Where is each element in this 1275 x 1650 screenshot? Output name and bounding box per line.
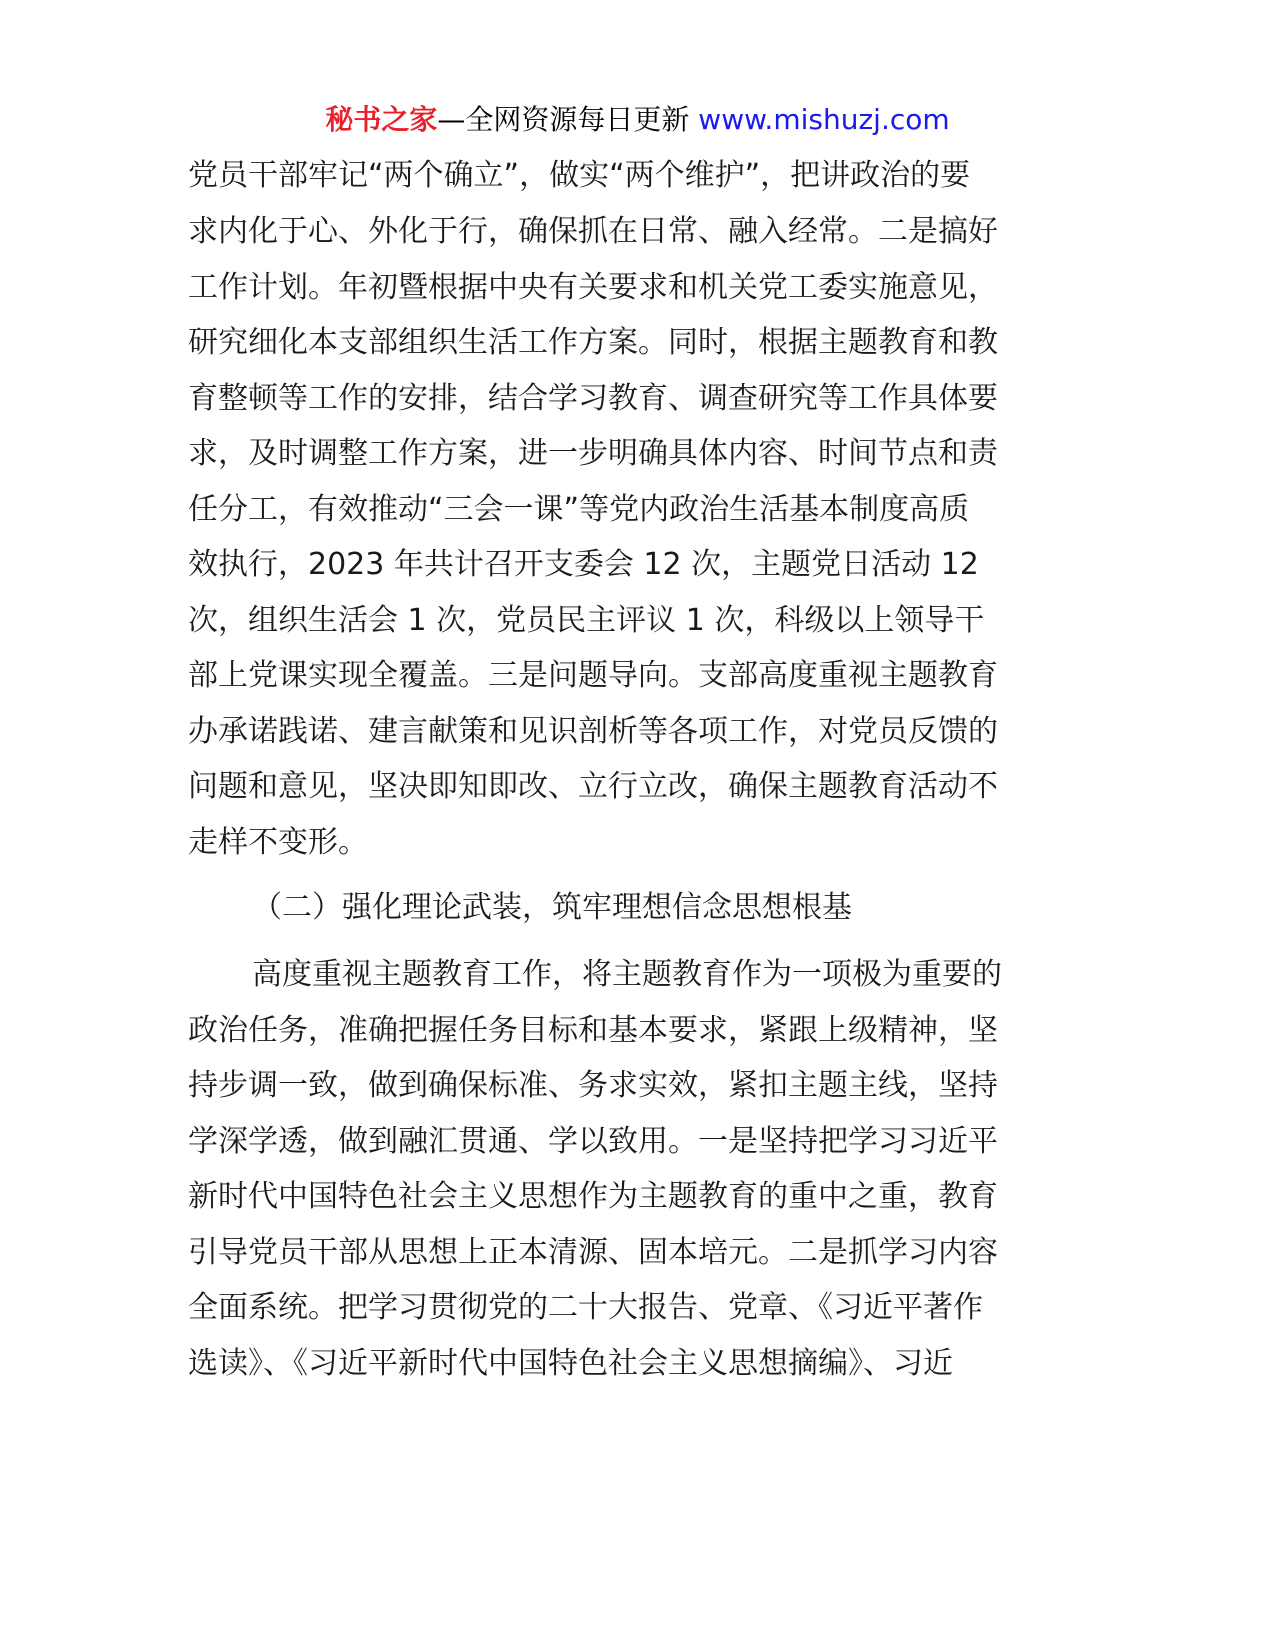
paragraph-line: 任分工，有效推动“三会一课”等党内政治生活基本制度高质: [188, 492, 970, 527]
paragraph-line: 办承诺践诺、建言献策和见识剖析等各项工作，对党员反馈的: [188, 714, 998, 749]
site-header: [0, 100, 1275, 140]
site-tagline: —全网资源每日更新: [437, 103, 690, 136]
site-brand: 秘书之家: [325, 103, 438, 136]
paragraph-line: 求内化于心、外化于行，确保抓在日常、融入经常。二是搞好: [188, 214, 998, 249]
paragraph-line: 育整顿等工作的安排，结合学习教育、调查研究等工作具体要: [188, 381, 998, 416]
paragraph-line: 求，及时调整工作方案，进一步明确具体内容、时间节点和责: [188, 436, 998, 471]
paragraph-line: 持步调一致，做到确保标准、务求实效，紧扣主题主线，坚持: [188, 1068, 998, 1103]
paragraph-line: 党员干部牢记“两个确立”，做实“两个维护”，把讲政治的要: [188, 158, 971, 193]
paragraph-line: 问题和意见，坚决即知即改、立行立改，确保主题教育活动不: [188, 769, 998, 804]
paragraph-line: 高度重视主题教育工作，将主题教育作为一项极为重要的: [252, 957, 1002, 992]
paragraph-line: 选读》、《习近平新时代中国特色社会主义思想摘编》、习近: [188, 1346, 953, 1381]
paragraph-line: 政治任务，准确把握任务目标和基本要求，紧跟上级精神，坚: [188, 1013, 998, 1048]
paragraph-line: 学深学透，做到融汇贯通、学以致用。一是坚持把学习习近平: [188, 1124, 998, 1159]
paragraph-line: 走样不变形。: [188, 825, 368, 860]
paragraph-line: 新时代中国特色社会主义思想作为主题教育的重中之重，教育: [188, 1179, 998, 1214]
paragraph-line: 引导党员干部从思想上正本清源、固本培元。二是抓学习内容: [188, 1235, 998, 1270]
paragraph-line: 效执行，2023 年共计召开支委会 12 次，主题党日活动 12: [188, 547, 979, 582]
paragraph-line: 工作计划。年初暨根据中央有关要求和机关党工委实施意见，: [188, 270, 998, 305]
section-heading: （二）强化理论武装，筑牢理想信念思想根基: [252, 890, 852, 925]
paragraph-line: 次，组织生活会 1 次，党员民主评议 1 次，科级以上领导干: [188, 603, 985, 638]
paragraph-line: 全面系统。把学习贯彻党的二十大报告、党章、《习近平著作: [188, 1290, 983, 1325]
paragraph-line: 部上党课实现全覆盖。三是问题导向。支部高度重视主题教育: [188, 658, 998, 693]
paragraph-line: 研究细化本支部组织生活工作方案。同时，根据主题教育和教: [188, 325, 998, 360]
site-url-link[interactable]: www.mishuzj.com: [698, 103, 950, 136]
